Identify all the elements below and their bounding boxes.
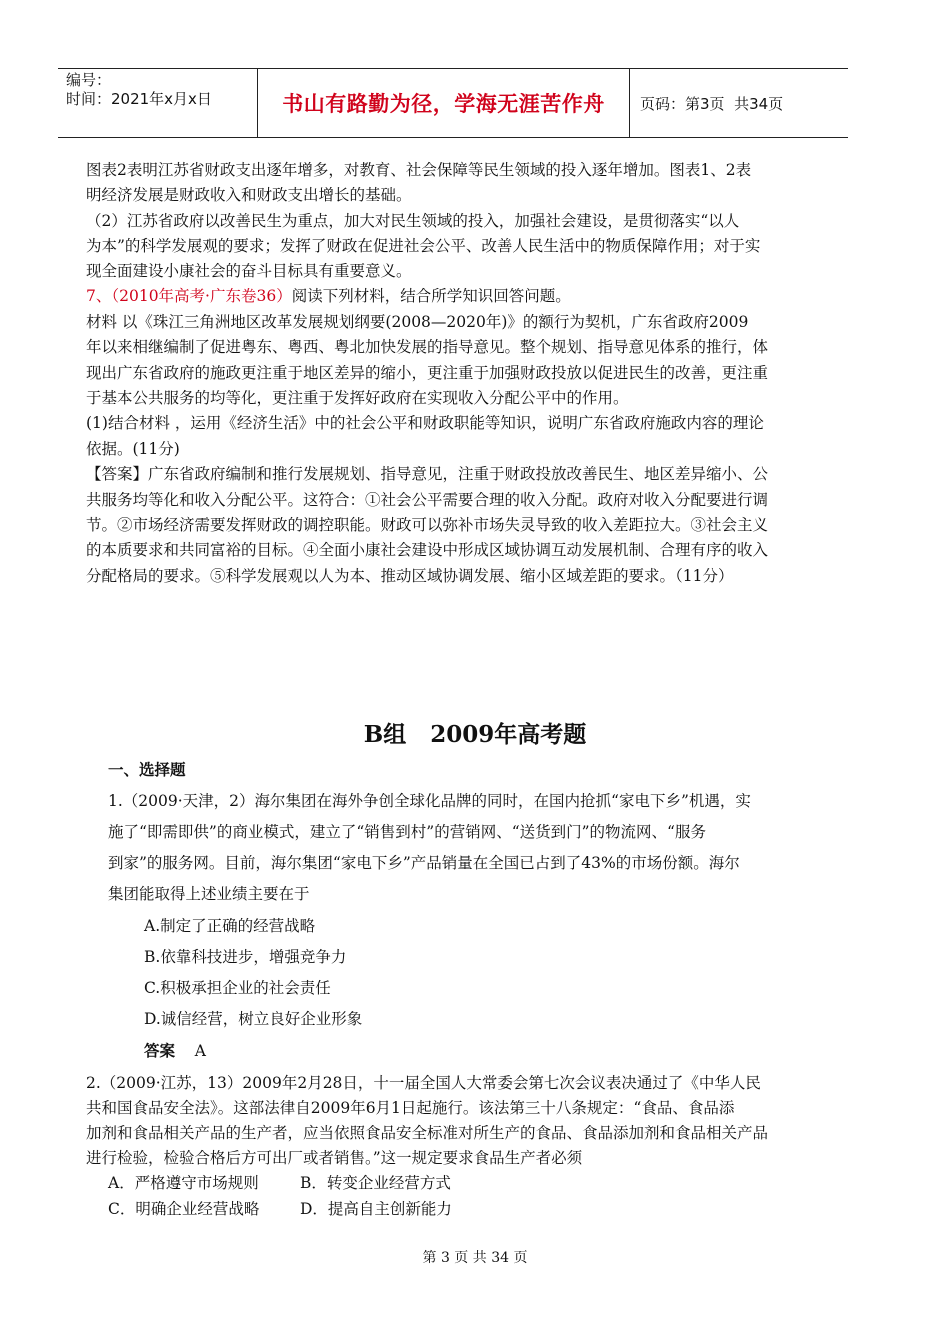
option-d: D.诚信经营，树立良好企业形象 <box>144 1010 363 1028</box>
material-line: 材料 以《珠江三角洲地区改革发展规划纲要(2008—2020年)》的额行为契机，广东省政府2009 <box>86 313 749 331</box>
answer-line: 分配格局的要求。⑤科学发展观以人为本、推动区域协调发展、缩小区域差距的要求。（11分） <box>86 567 734 585</box>
header-motto: 书山有路勤为径，学海无涯苦作舟 <box>258 69 630 137</box>
option-b: B.依靠科技进步，增强竞争力 <box>144 948 347 966</box>
section-subtitle: 一、选择题 <box>108 760 186 779</box>
header-page-info <box>630 69 848 137</box>
answer-line: 的本质要求和共同富裕的目标。④全面小康社会建设中形成区域协调互动发展机制、合理有序的收入 <box>86 541 769 559</box>
header-time-label: 时间：2021年x月x日 <box>66 90 212 108</box>
paragraph-line: 图表2表明江苏省财政支出逐年增多，对教育、社会保障等民生领域的投入逐年增加。图表1、2表 <box>86 161 752 179</box>
paragraph-line: 现全面建设小康社会的奋斗目标具有重要意义。 <box>86 262 412 280</box>
header-page-label: 页码：第3页 共34页 <box>640 94 784 113</box>
question-1-answer <box>144 1035 206 1067</box>
option-b: B．转变企业经营方式 <box>300 1174 451 1192</box>
paragraph-line: （2）江苏省政府以改善民生为重点，加大对民生领域的投入，加强社会建设，是贯彻落实“以人 <box>86 212 740 230</box>
question-1-line: 施了“即需即供”的商业模式，建立了“销售到村”的营销网、“送货到门”的物流网、“服务 <box>108 823 706 841</box>
answer-line: 节。②市场经济需要发挥财政的调控职能。财政可以弥补市场失灵导致的收入差距拉大。③社会主义 <box>86 516 769 534</box>
question-line: (1)结合材料 ，运用《经济生活》中的社会公平和财政职能等知识，说明广东省政府施政内容的理论 <box>86 414 764 432</box>
question-2-line: 共和国食品安全法》。这部法律自2009年6月1日起施行。该法第三十八条规定：“食品、食品添 <box>86 1099 735 1117</box>
question-7-source: 7、（2010年高考·广东卷36） <box>86 287 292 305</box>
option-a: A．严格遵守市场规则 <box>108 1174 259 1192</box>
question-1-line: 1.（2009·天津，2）海尔集团在海外争创全球化品牌的同时，在国内抢抓“家电下乡”机遇，实 <box>108 792 751 810</box>
question-1-line: 集团能取得上述业绩主要在于 <box>108 885 310 903</box>
question-2-line: 进行检验，检验合格后方可出厂或者销售。”这一规定要求食品生产者必须 <box>86 1149 583 1167</box>
header-code-label: 编号： <box>66 71 112 89</box>
question-1-line: 到家”的服务网。目前，海尔集团“家电下乡”产品销量在全国已占到了43%的市场份额。海尔 <box>108 854 740 872</box>
option-c: C．明确企业经营战略 <box>108 1200 260 1218</box>
page-footer: 第 3 页 共 34 页 <box>422 1250 528 1266</box>
page-header <box>58 68 848 138</box>
answer-line: 【答案】广东省政府编制和推行发展规划、指导意见，注重于财政投放改善民生、地区差异缩小、公 <box>86 465 769 483</box>
question-line: 依据。(11分) <box>86 440 180 458</box>
material-line: 于基本公共服务的均等化，更注重于发挥好政府在实现收入分配公平中的作用。 <box>86 389 629 407</box>
answer-label: 答案 <box>144 1041 176 1060</box>
option-d: D．提高自主创新能力 <box>300 1200 452 1218</box>
header-meta <box>58 69 258 137</box>
question-7-heading <box>86 284 826 310</box>
answer-line: 共服务均等化和收入分配公平。这符合：①社会公平需要合理的收入分配。政府对收入分配要进行调 <box>86 491 769 509</box>
question-2-line: 加剂和食品相关产品的生产者，应当依照食品安全标准对所生产的食品、食品添加剂和食品相关产品 <box>86 1124 769 1142</box>
section-title-text: B组 2009年高考题 <box>363 721 587 748</box>
paragraph-line: 为本”的科学发展观的要求；发挥了财政在促进社会公平、改善人民生活中的物质保障作用；对于实 <box>86 237 761 255</box>
option-c: C.积极承担企业的社会责任 <box>144 979 331 997</box>
answer-value: A <box>194 1042 206 1060</box>
option-a: A.制定了正确的经营战略 <box>144 917 316 935</box>
material-line: 现出广东省政府的施政更注重于地区差异的缩小，更注重于加强财政投放以促进民生的改善，更注重 <box>86 364 769 382</box>
material-line: 年以来相继编制了促进粤东、粤西、粤北加快发展的指导意见。整个规划、指导意见体系的推行，体 <box>86 338 769 356</box>
question-7-prompt: 阅读下列材料，结合所学知识回答问题。 <box>291 287 571 305</box>
question-2-line: 2.（2009·江苏，13）2009年2月28日，十一届全国人大常委会第七次会议表决通过了《中华人民 <box>86 1074 761 1092</box>
section-title <box>0 716 950 749</box>
paragraph-line: 明经济发展是财政收入和财政支出增长的基础。 <box>86 186 412 204</box>
